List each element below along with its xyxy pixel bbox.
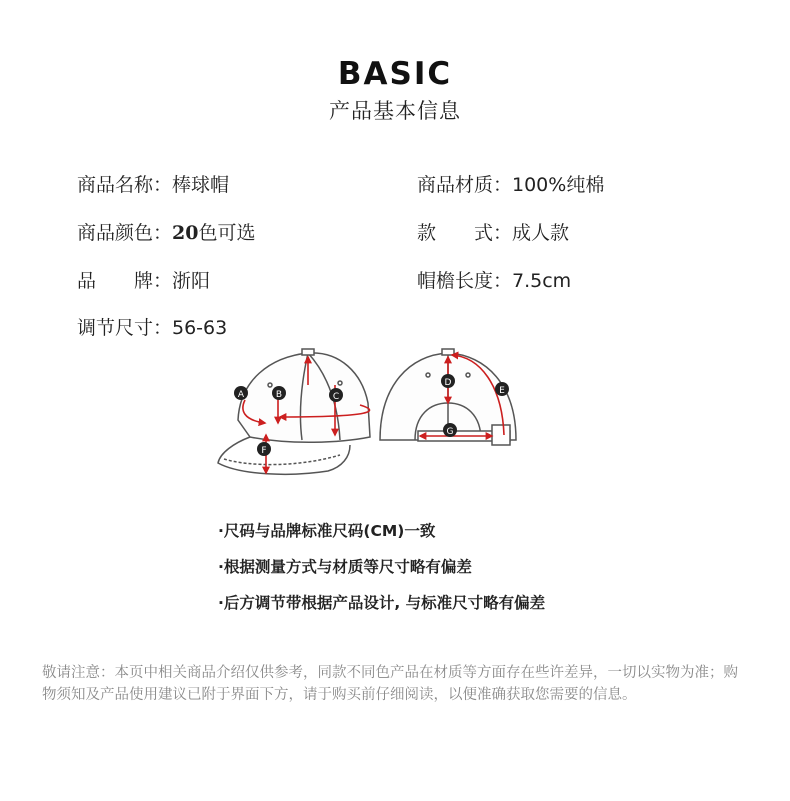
- note-item: ·根据测量方式与材质等尺寸略有偏差: [218, 558, 472, 576]
- spec-brand: 品 牌：浙阳: [77, 270, 211, 292]
- spec-adjust-size: 调节尺寸：56-63: [77, 317, 228, 339]
- marker-d: D: [444, 378, 452, 388]
- spec-color-label: 商品颜色：: [77, 222, 173, 244]
- marker-e: E: [499, 386, 505, 396]
- spec-style: 款 式：成人款: [417, 222, 570, 244]
- note-item: ·后方调节带根据产品设计, 与标准尺寸略有偏差: [218, 594, 546, 612]
- spec-color-count: 20: [172, 222, 199, 244]
- note-item: ·尺码与品牌标准尺码(CM)一致: [218, 522, 436, 540]
- disclaimer-text: 敬请注意：本页中相关商品介绍仅供参考，同款不同色产品在材质等方面存在些许差异，一切以实物为准；购物须知及产品使用建议已附于界面下方，请于购买前仔细阅读，以便准确获取您需要的信息。: [42, 665, 738, 703]
- section-subtitle: 产品基本信息: [329, 99, 461, 123]
- spec-brim-length: 帽檐长度：7.5cm: [417, 270, 572, 292]
- measurement-notes: [218, 520, 545, 628]
- marker-b: B: [275, 390, 283, 400]
- spec-product-name: 商品名称：棒球帽: [77, 174, 230, 196]
- cap-front-view: [218, 349, 370, 474]
- marker-a: A: [237, 390, 245, 400]
- marker-g: G: [446, 427, 454, 437]
- marker-c: C: [332, 392, 340, 402]
- spec-color: [77, 218, 255, 245]
- spec-color-suffix: 色可选: [198, 222, 256, 244]
- cap-measurement-diagram: [210, 345, 540, 490]
- marker-f: F: [261, 446, 267, 456]
- brand-title: BASIC: [337, 56, 453, 92]
- spec-material: 商品材质：100%纯棉: [417, 174, 605, 196]
